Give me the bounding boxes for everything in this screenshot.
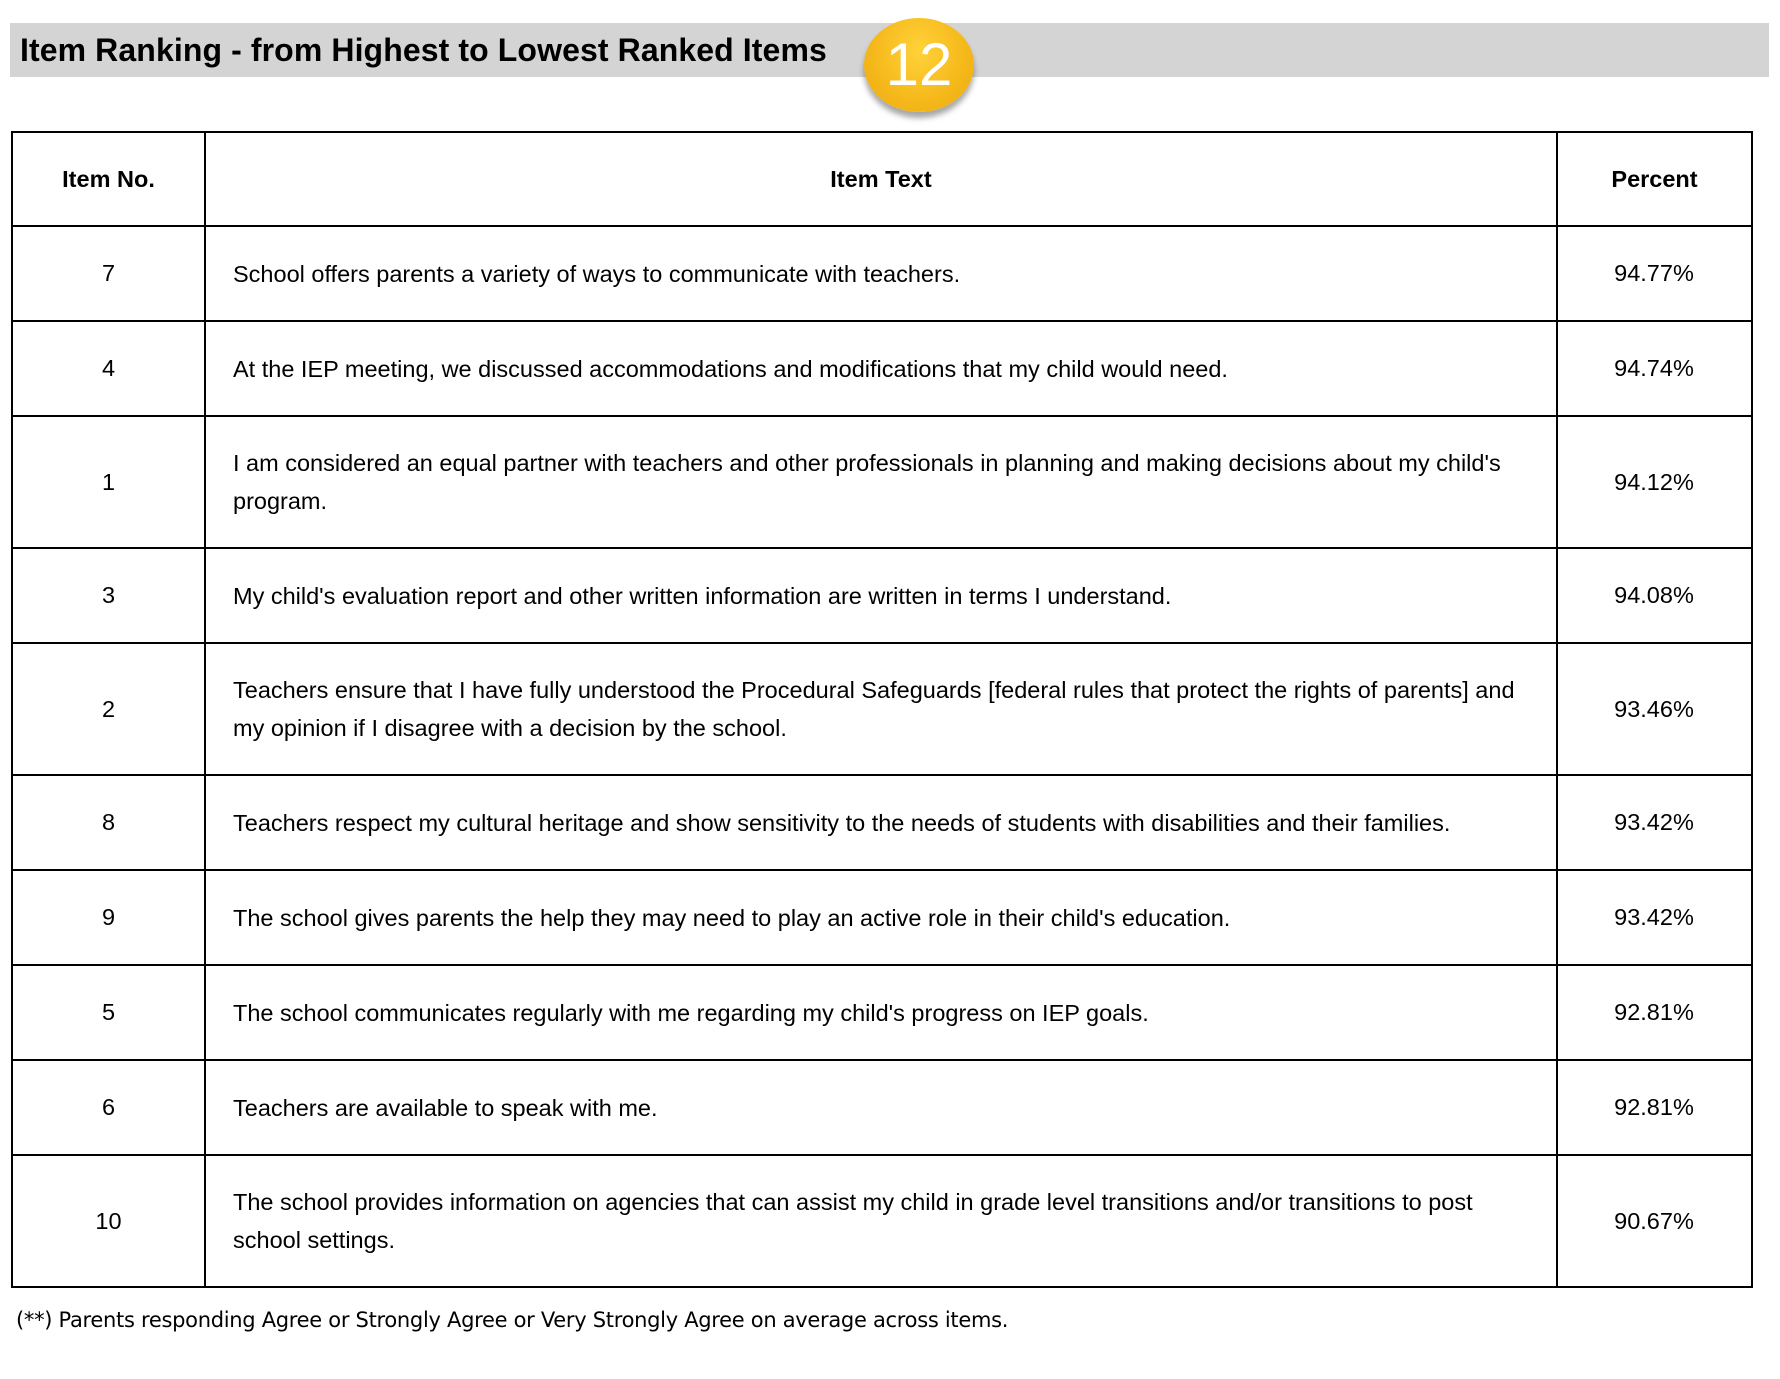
table-row <box>12 965 1752 1060</box>
item-number: 6 <box>12 1060 205 1155</box>
item-text: Teachers are available to speak with me. <box>205 1060 1557 1155</box>
table-row <box>12 416 1752 548</box>
table-row <box>12 870 1752 965</box>
table-header-row <box>12 132 1752 226</box>
item-number: 10 <box>12 1155 205 1287</box>
item-percent: 90.67% <box>1557 1155 1752 1287</box>
item-number: 8 <box>12 775 205 870</box>
item-text: Teachers respect my cultural heritage and show sensitivity to the needs of students with disabilities and their families. <box>205 775 1557 870</box>
item-number: 3 <box>12 548 205 643</box>
item-percent: 94.74% <box>1557 321 1752 416</box>
item-number: 5 <box>12 965 205 1060</box>
item-percent: 93.46% <box>1557 643 1752 775</box>
item-percent: 93.42% <box>1557 775 1752 870</box>
item-number: 2 <box>12 643 205 775</box>
item-text: The school communicates regularly with me regarding my child's progress on IEP goals. <box>205 965 1557 1060</box>
table-row <box>12 775 1752 870</box>
ranking-table <box>11 131 1753 1288</box>
item-percent: 94.12% <box>1557 416 1752 548</box>
table-row <box>12 1060 1752 1155</box>
item-text: School offers parents a variety of ways to communicate with teachers. <box>205 226 1557 321</box>
item-percent: 92.81% <box>1557 965 1752 1060</box>
item-number: 9 <box>12 870 205 965</box>
column-header-item-text: Item Text <box>205 132 1557 226</box>
item-number: 4 <box>12 321 205 416</box>
table-row <box>12 643 1752 775</box>
column-header-percent: Percent <box>1557 132 1752 226</box>
table-row <box>12 548 1752 643</box>
table-row <box>12 321 1752 416</box>
footnote: (**) Parents responding Agree or Strongly Agree or Very Strongly Agree on average across items. <box>16 1308 1009 1332</box>
item-number: 7 <box>12 226 205 321</box>
item-text: My child's evaluation report and other written information are written in terms I understand. <box>205 548 1557 643</box>
column-header-item-no: Item No. <box>12 132 205 226</box>
item-percent: 94.08% <box>1557 548 1752 643</box>
item-number: 1 <box>12 416 205 548</box>
item-text: The school gives parents the help they may need to play an active role in their child's education. <box>205 870 1557 965</box>
item-text: At the IEP meeting, we discussed accommodations and modifications that my child would need. <box>205 321 1557 416</box>
table-row <box>12 1155 1752 1287</box>
item-text: The school provides information on agencies that can assist my child in grade level transitions and/or transitions to post school settings. <box>205 1155 1557 1287</box>
table-row <box>12 226 1752 321</box>
item-percent: 94.77% <box>1557 226 1752 321</box>
item-percent: 93.42% <box>1557 870 1752 965</box>
page-title: Item Ranking - from Highest to Lowest Ranked Items <box>20 32 827 68</box>
page-number-badge: 12 <box>864 18 974 112</box>
item-text: I am considered an equal partner with teachers and other professionals in planning and making decisions about my child's program. <box>205 416 1557 548</box>
item-percent: 92.81% <box>1557 1060 1752 1155</box>
item-text: Teachers ensure that I have fully understood the Procedural Safeguards [federal rules that protect the rights of parents] and my opinion if I disagree with a decision by the school. <box>205 643 1557 775</box>
